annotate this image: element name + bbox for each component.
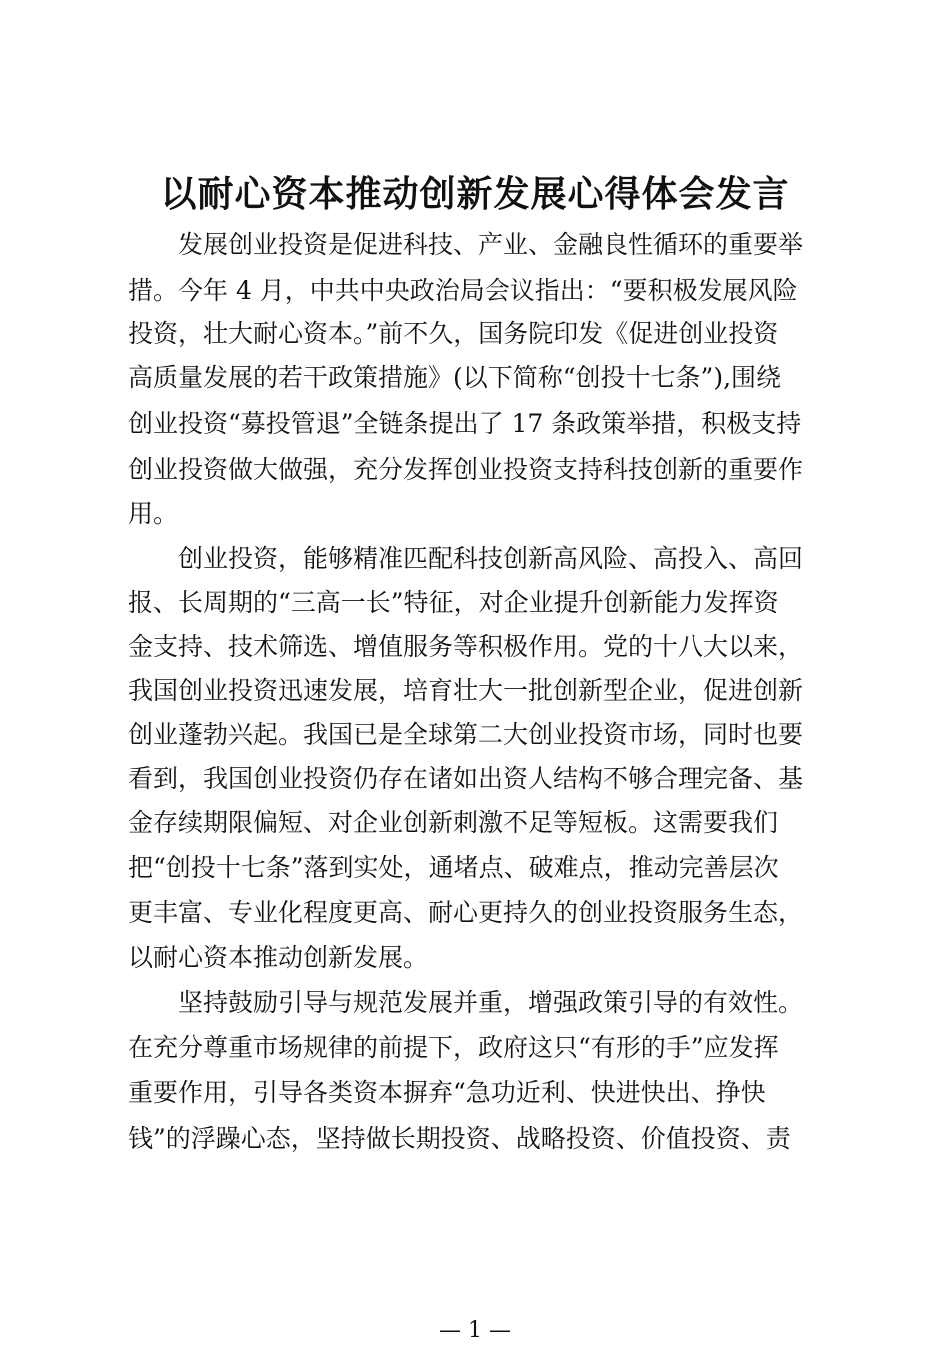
body-line: 更丰富、专业化程度更高、耐心更持久的创业投资服务生态， bbox=[128, 898, 804, 927]
body-line: 我国创业投资迅速发展，培育壮大一批创新型企业，促进创新 bbox=[128, 676, 804, 705]
body-line: 把“创投十七条”落到实处，通堵点、破难点，推动完善层次 bbox=[128, 853, 779, 882]
body-line: 看到，我国创业投资仍存在诸如出资人结构不够合理完备、基 bbox=[128, 764, 804, 793]
body-line: 以耐心资本推动创新发展。 bbox=[128, 943, 429, 972]
body-line: 钱”的浮躁心态，坚持做长期投资、战略投资、价值投资、责 bbox=[128, 1124, 791, 1153]
body-line: 创业投资“募投管退”全链条提出了 17 条政策举措，积极支持 bbox=[128, 409, 802, 438]
body-line: 用。 bbox=[128, 499, 179, 528]
body-line: 创业投资做大做强，充分发挥创业投资支持科技创新的重要作 bbox=[128, 455, 804, 484]
body-line: 创业蓬勃兴起。我国已是全球第二大创业投资市场，同时也要 bbox=[128, 720, 804, 749]
body-line: 措。今年 4 月，中共中央政治局会议指出：“要积极发展风险 bbox=[128, 276, 798, 305]
body-line: 报、长周期的“三高一长”特征，对企业提升创新能力发挥资 bbox=[128, 588, 779, 617]
body-line: 投资，壮大耐心资本。”前不久，国务院印发《促进创业投资 bbox=[128, 319, 779, 348]
document-title: 以耐心资本推动创新发展心得体会发言 bbox=[160, 173, 790, 215]
body-line: 创业投资，能够精准匹配科技创新高风险、高投入、高回 bbox=[128, 544, 804, 573]
body-line: 高质量发展的若干政策措施》(以下简称“创投十七条”),围绕 bbox=[128, 363, 782, 392]
body-line: 在充分尊重市场规律的前提下，政府这只“有形的手”应发挥 bbox=[128, 1033, 779, 1062]
body-line: 金存续期限偏短、对企业创新刺激不足等短板。这需要我们 bbox=[128, 808, 779, 837]
body-line: 金支持、技术筛选、增值服务等积极作用。党的十八大以来， bbox=[128, 632, 804, 661]
body-line: 发展创业投资是促进科技、产业、金融良性循环的重要举 bbox=[128, 230, 804, 259]
page-number: — 1 — bbox=[439, 1318, 511, 1343]
body-line: 坚持鼓励引导与规范发展并重，增强政策引导的有效性。 bbox=[128, 988, 804, 1017]
body-line: 重要作用，引导各类资本摒弃“急功近利、快进快出、挣快 bbox=[128, 1078, 766, 1107]
